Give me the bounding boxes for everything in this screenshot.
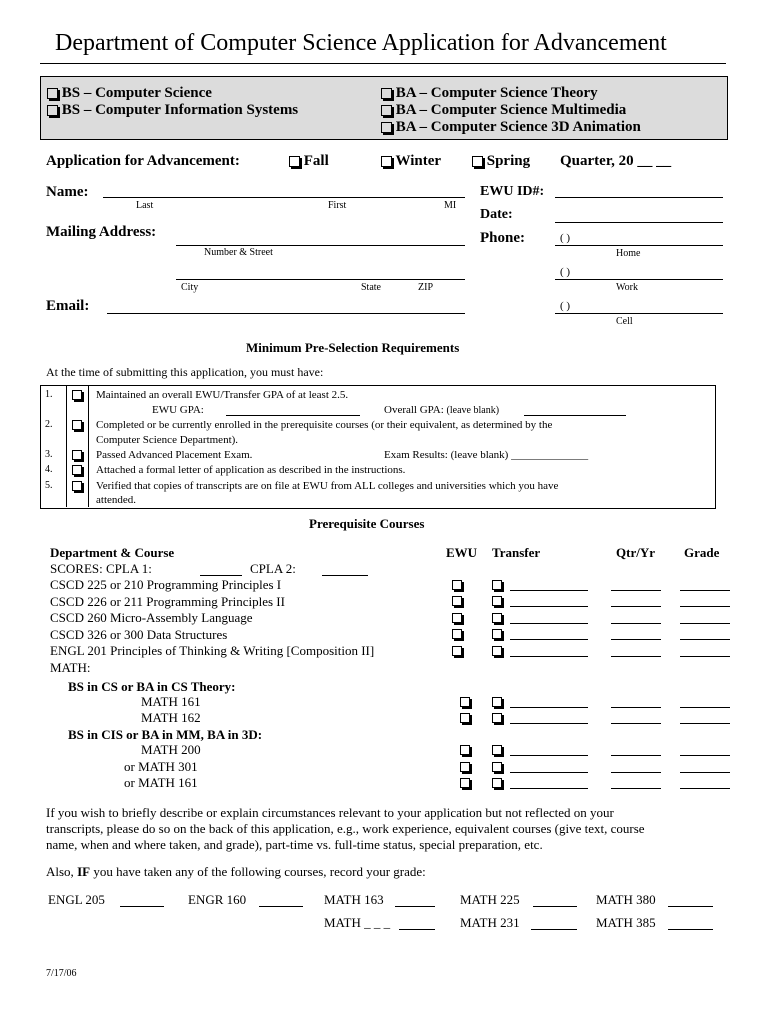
number-street-caption: Number & Street [204,247,273,258]
ewu-gpa-label: EWU GPA: [152,404,204,416]
math231-grade-field[interactable] [531,929,577,930]
req-number: 1. [45,389,53,400]
transfer-field[interactable] [510,755,588,756]
transfer-field[interactable] [510,590,588,591]
ewu-id-label: EWU ID#: [480,184,545,199]
col-grade-header: Grade [684,545,720,560]
checkbox-icon[interactable] [492,762,502,772]
quarter-year-field[interactable]: Quarter, 20 __ __ [560,153,672,169]
checkbox-icon[interactable] [72,481,82,491]
program-option[interactable]: BS – Computer Information Systems [47,102,298,119]
course-engl201: ENGL 201 Principles of Thinking & Writing [Composition II] [50,643,375,658]
grade-field[interactable] [680,639,730,640]
ewu-id-field[interactable] [555,197,723,198]
req-number: 5. [45,480,53,491]
extra-math231: MATH 231 [460,915,520,930]
qtr-yr-field[interactable] [611,723,661,724]
course-cscd326: CSCD 326 or 300 Data Structures [50,627,228,642]
checkbox-icon[interactable] [381,105,392,116]
transfer-field[interactable] [510,723,588,724]
grade-field[interactable] [680,788,730,789]
name-field[interactable] [103,197,465,198]
course-cscd260: CSCD 260 Micro-Assembly Language [50,610,253,625]
qtr-yr-field[interactable] [611,623,661,624]
mailing-address-label: Mailing Address: [46,224,157,240]
col-ewu-header: EWU [446,545,478,560]
explain-line-1: If you wish to briefly describe or explain circumstances relevant to your application but not reflected on your [46,805,614,820]
req-gpa: Maintained an overall EWU/Transfer GPA of at least 2.5. [96,389,349,401]
cpla2-field[interactable] [322,575,368,576]
work-phone-paren: ( ) [560,266,571,278]
qtr-yr-field[interactable] [611,590,661,591]
number-column-divider [66,385,67,507]
cpla1-field[interactable] [200,575,242,576]
last-caption: Last [136,200,154,211]
date-label: Date: [480,207,513,222]
qtr-yr-field[interactable] [611,606,661,607]
checkbox-icon[interactable] [492,745,502,755]
math163-grade-field[interactable] [395,906,435,907]
transfer-field[interactable] [510,606,588,607]
extra-engr160: ENGR 160 [188,892,247,907]
req-transcripts: Verified that copies of transcripts are on file at EWU from ALL colleges and universities which you have [96,480,559,492]
course-math162: MATH 162 [141,710,201,725]
extra-math-blank: MATH _ _ _ [324,915,391,930]
checkbox-icon[interactable] [381,156,392,167]
course-math161: MATH 161 [141,694,201,709]
checkbox-icon[interactable] [452,596,462,606]
course-cscd225: CSCD 225 or 210 Programming Principles I [50,577,282,592]
course-math161-alt: or MATH 161 [124,775,198,790]
grade-field[interactable] [680,606,730,607]
req-letter: Attached a formal letter of application as described in the instructions. [96,464,406,476]
cis-heading: BS in CIS or BA in MM, BA in 3D: [68,727,263,742]
street-field[interactable] [176,245,465,246]
theory-heading: BS in CS or BA in CS Theory: [68,679,236,694]
scores-label: SCORES: CPLA 1: [50,561,152,576]
cell-phone-paren: ( ) [560,300,571,312]
program-option[interactable]: BA – Computer Science Theory [381,85,598,102]
transfer-field[interactable] [510,623,588,624]
req-prereq: Completed or be currently enrolled in the prerequisite courses (or their equivalent, as determined by the [96,419,553,431]
grade-field[interactable] [680,723,730,724]
checkbox-icon[interactable] [492,778,502,788]
checkbox-icon[interactable] [47,88,58,99]
date-field[interactable] [555,222,723,223]
qtr-yr-field[interactable] [611,755,661,756]
home-phone-field[interactable] [555,245,723,246]
program-selection-box [40,76,728,140]
also-instruction: Also, IF you have taken any of the following courses, record your grade: [46,864,426,879]
req-ap-exam: Passed Advanced Placement Exam. [96,449,253,461]
qtr-yr-field[interactable] [611,707,661,708]
grade-field[interactable] [680,755,730,756]
req-number: 4. [45,464,53,475]
title-divider [40,63,726,64]
checkbox-icon[interactable] [460,778,470,788]
col-qtr-header: Qtr/Yr [616,545,655,560]
program-option[interactable]: BA – Computer Science Multimedia [381,102,626,119]
checkbox-icon[interactable] [460,745,470,755]
work-phone-field[interactable] [555,279,723,280]
work-caption: Work [616,282,638,293]
qtr-yr-field[interactable] [611,788,661,789]
fall-option[interactable]: Fall [289,153,329,170]
city-state-zip-field[interactable] [176,279,465,280]
home-caption: Home [616,248,641,259]
cell-caption: Cell [616,316,633,327]
req-transcripts-cont: attended. [96,494,137,506]
spring-option[interactable]: Spring [472,153,530,170]
zip-caption: ZIP [418,282,433,293]
grade-field[interactable] [680,623,730,624]
checkbox-icon[interactable] [472,156,483,167]
course-cscd226: CSCD 226 or 211 Programming Principles II [50,594,285,609]
engr160-grade-field[interactable] [259,906,303,907]
grade-field[interactable] [680,590,730,591]
checkbox-icon[interactable] [492,613,502,623]
winter-option[interactable]: Winter [381,153,441,170]
page-title: Department of Computer Science Application for Advancement [55,30,667,56]
ewu-gpa-field[interactable] [226,415,360,416]
checkbox-icon[interactable] [452,613,462,623]
extra-math163: MATH 163 [324,892,384,907]
checkbox-icon[interactable] [72,450,82,460]
math-label: MATH: [50,660,91,675]
qtr-yr-field[interactable] [611,772,661,773]
qtr-yr-field[interactable] [611,656,661,657]
col-transfer-header: Transfer [492,545,541,560]
transfer-field[interactable] [510,707,588,708]
email-label: Email: [46,298,90,314]
engl205-grade-field[interactable] [120,906,164,907]
cpla2-label: CPLA 2: [250,561,296,576]
checkbox-icon[interactable] [72,465,82,475]
program-option[interactable]: BA – Computer Science 3D Animation [381,119,641,136]
extra-math225: MATH 225 [460,892,520,907]
email-field[interactable] [107,313,465,314]
checkbox-icon[interactable] [452,646,462,656]
col-course-header: Department & Course [50,545,175,560]
checkbox-icon[interactable] [460,697,470,707]
qtr-yr-field[interactable] [611,639,661,640]
checkbox-icon[interactable] [492,713,502,723]
checkbox-icon[interactable] [289,156,300,167]
prereq-heading: Prerequisite Courses [309,516,425,531]
exam-results-field[interactable]: Exam Results: (leave blank) ______________ [384,449,589,461]
checkbox-icon[interactable] [381,122,392,133]
checkbox-icon[interactable] [492,596,502,606]
grade-field[interactable] [680,656,730,657]
application-label: Application for Advancement: [46,153,240,169]
checkbox-column-divider [88,385,89,507]
checkbox-icon[interactable] [492,646,502,656]
checkbox-icon[interactable] [492,580,502,590]
state-caption: State [361,282,381,293]
overall-gpa-label: Overall GPA: (leave blank) [384,404,500,416]
explain-line-3: name, when and where taken, and grade), part-time vs. full-time status, special preparation, etc. [46,837,543,852]
grade-field[interactable] [680,707,730,708]
req-number: 2. [45,419,53,430]
checkbox-icon[interactable] [381,88,392,99]
name-label: Name: [46,184,89,200]
math380-grade-field[interactable] [668,906,713,907]
checkbox-icon[interactable] [72,390,82,400]
first-caption: First [328,200,347,211]
checkbox-icon[interactable] [492,697,502,707]
req-prereq-cont: Computer Science Department). [96,434,239,446]
math-blank-grade-field[interactable] [399,929,435,930]
req-number: 3. [45,449,53,460]
home-phone-paren: ( ) [560,232,571,244]
math225-grade-field[interactable] [533,906,577,907]
mi-caption: MI [444,200,457,211]
checkbox-icon[interactable] [460,713,470,723]
checkbox-icon[interactable] [492,629,502,639]
transfer-field[interactable] [510,639,588,640]
phone-label: Phone: [480,230,525,246]
grade-field[interactable] [680,772,730,773]
checkbox-icon[interactable] [452,629,462,639]
city-caption: City [181,282,199,293]
course-math200: MATH 200 [141,742,201,757]
math385-grade-field[interactable] [668,929,713,930]
overall-gpa-field[interactable] [524,415,626,416]
revision-date: 7/17/06 [46,968,77,979]
transfer-field[interactable] [510,788,588,789]
requirements-heading: Minimum Pre-Selection Requirements [246,340,460,355]
extra-engl205: ENGL 205 [48,892,105,907]
program-option[interactable]: BS – Computer Science [47,85,212,102]
extra-math385: MATH 385 [596,915,656,930]
course-math301: or MATH 301 [124,759,198,774]
extra-math380: MATH 380 [596,892,656,907]
checkbox-icon[interactable] [72,420,82,430]
transfer-field[interactable] [510,656,588,657]
checkbox-icon[interactable] [460,762,470,772]
checkbox-icon[interactable] [47,105,58,116]
requirements-intro: At the time of submitting this application, you must have: [46,365,324,379]
explain-line-2: transcripts, please do so on the back of this application, e.g., work experience, equivalent courses (give text, course [46,821,645,836]
cell-phone-field[interactable] [555,313,723,314]
checkbox-icon[interactable] [452,580,462,590]
transfer-field[interactable] [510,772,588,773]
